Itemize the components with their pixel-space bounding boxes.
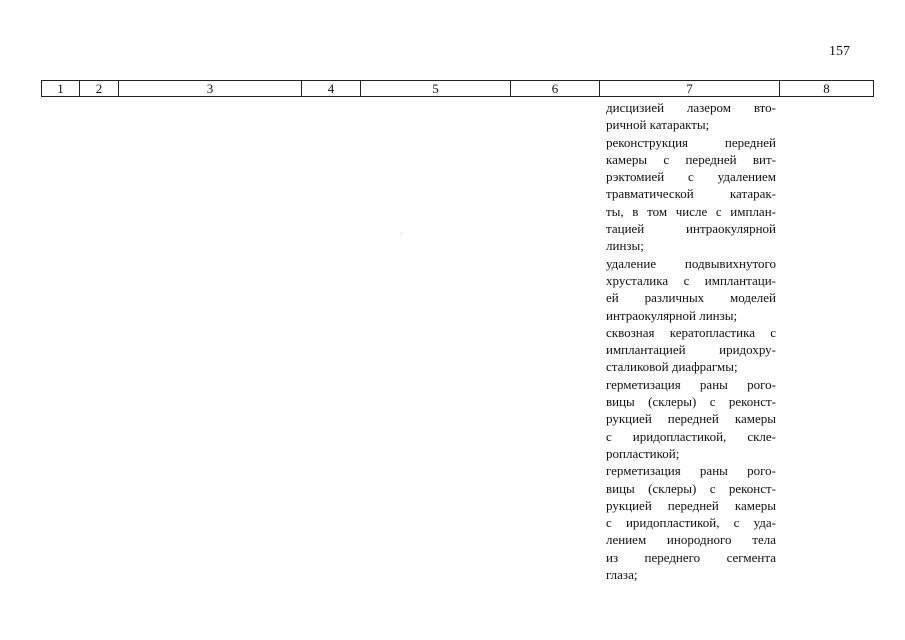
- column-7-line: рукцией передней камеры: [606, 497, 776, 513]
- column-7-line: герметизация раны рого-: [606, 376, 776, 392]
- column-7-line: сквозная кератопластика с: [606, 324, 776, 340]
- column-7-line: с иридопластикой, с уда-: [606, 515, 776, 531]
- column-7-line: имплантацией иридохру-: [606, 342, 776, 358]
- column-7-line: вицы (склеры) с реконст-: [606, 480, 776, 496]
- column-7-line: тацией интраокулярной: [606, 221, 776, 237]
- column-7-line: хрусталика с имплантаци-: [606, 272, 776, 288]
- column-7-line: ей различных моделей: [606, 290, 776, 306]
- column-7-line: ропластикой;: [606, 445, 680, 461]
- column-7-line: травматической катарак-: [606, 186, 776, 202]
- column-7-line: дисцизией лазером вто-: [606, 100, 776, 115]
- column-7-text: [606, 99, 776, 583]
- header-cell-7: 7: [600, 81, 780, 96]
- column-7-line: реконструкция передней: [606, 134, 776, 150]
- header-cell-4: 4: [302, 81, 361, 96]
- column-7-line: лением инородного тела: [606, 532, 776, 548]
- page-number: 157: [829, 44, 850, 59]
- column-7-line: ты, в том числе с имплан-: [606, 203, 776, 219]
- column-7-line: глаза;: [606, 567, 638, 583]
- column-7-line: рукцией передней камеры: [606, 411, 776, 427]
- header-cell-2: 2: [80, 81, 119, 96]
- header-cell-3: 3: [119, 81, 302, 96]
- header-cell-8: 8: [823, 81, 830, 96]
- column-7-line: сталиковой диафрагмы;: [606, 359, 738, 375]
- column-7-line: с иридопластикой, скле-: [606, 428, 776, 444]
- column-7-line: из переднего сегмента: [606, 549, 776, 565]
- column-7-line: герметизация раны рого-: [606, 463, 776, 479]
- header-cell-1: 1: [42, 81, 80, 96]
- column-7-line: ричной катаракты;: [606, 117, 710, 133]
- column-7-line: линзы;: [606, 238, 644, 254]
- column-7-line: камеры с передней вит-: [606, 151, 776, 167]
- header-cell-5: 5: [361, 81, 511, 96]
- column-7-line: вицы (склеры) с реконст-: [606, 394, 776, 410]
- column-7-line: интраокулярной линзы;: [606, 307, 738, 323]
- table-header-row: [41, 80, 874, 97]
- column-7-line: рэктомией с удалением: [606, 169, 776, 185]
- column-7-line: удаление подвывихнутого: [606, 255, 776, 271]
- scan-speck: [401, 233, 402, 234]
- header-cell-6: 6: [511, 81, 600, 96]
